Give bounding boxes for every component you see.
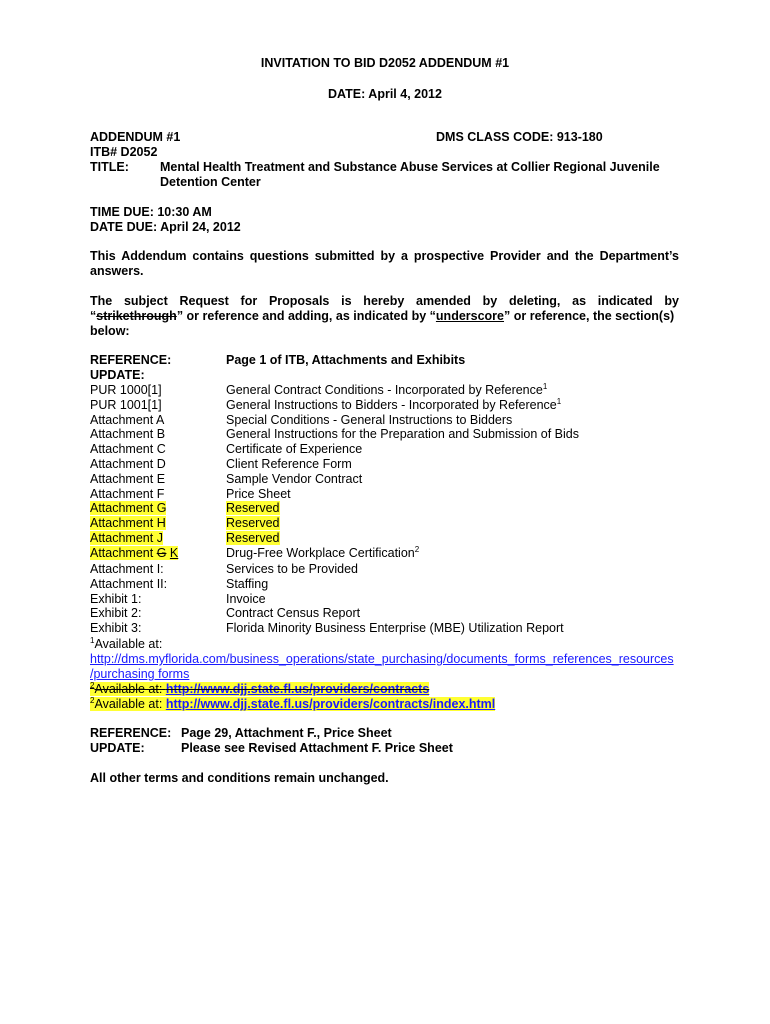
reference-value: Page 1 of ITB, Attachments and Exhibits [226,353,466,367]
underscore-sample: underscore [435,309,505,323]
footnote-2-old: $^2$Available at: http://www.djj.state.fl.us/providers/contracts [90,681,430,696]
attachment-label: Attachment C [90,442,166,456]
attachment-label: PUR 1000[1] [90,383,162,397]
footnote-1-url-line-1[interactable]: http://dms.myflorida.com/business_operations/state_purchasing/documents_forms_references_resources [90,652,674,666]
attachment-label: Attachment B [90,427,166,441]
attachment-desc: General Contract Conditions - Incorporated by Reference$^1$ [226,382,548,397]
exhibit-label: Exhibit 1: [90,592,142,606]
attachment-desc: General Instructions for the Preparation and Submission of Bids [226,427,579,441]
attachment-label: Attachment A [90,413,165,427]
exhibit-desc: Florida Minority Business Enterprise (MBE) Utilization Report [226,621,564,635]
reference-2-value: Page 29, Attachment F., Price Sheet [181,726,392,740]
exhibit-desc: Invoice [226,592,266,606]
update-2-value: Please see Revised Attachment F. Price Sheet [181,741,453,755]
footnote-1-url-line-2[interactable]: /purchasing forms [90,667,190,681]
update-label: UPDATE: [90,368,145,382]
attachment-desc: Reserved [226,516,280,530]
attachment-label: Attachment J [90,531,163,545]
addendum-number: ADDENDUM #1 [90,130,181,144]
attachment-desc: Certificate of Experience [226,442,363,456]
reference-2-label: REFERENCE: [90,726,172,740]
update-2-label: UPDATE: [90,741,145,755]
time-due: TIME DUE: 10:30 AM [90,205,212,219]
reference-label: REFERENCE: [90,353,172,367]
attachment-label: PUR 1001[1] [90,398,162,412]
exhibit-label: Attachment II: [90,577,168,591]
itb-number: ITB# D2052 [90,145,158,159]
exhibit-label: Exhibit 2: [90,606,142,620]
closing-statement: All other terms and conditions remain unchanged. [90,771,389,785]
date-due: DATE DUE: April 24, 2012 [90,220,241,234]
attachment-label: Attachment D [90,457,166,471]
attachment-label: Attachment E [90,472,166,486]
exhibit-desc: Services to be Provided [226,562,359,576]
attachment-k-label: Attachment G K [90,546,179,560]
exhibit-label: Attachment I: [90,562,164,576]
document-title: INVITATION TO BID D2052 ADDENDUM #1 [260,56,510,70]
document-date: DATE: April 4, 2012 [328,87,442,101]
attachment-desc: Sample Vendor Contract [226,472,363,486]
attachment-desc: General Instructions to Bidders - Incorporated by Reference$^1$ [226,397,562,412]
strikethrough-sample: strikethrough [96,309,177,323]
exhibit-desc: Staffing [226,577,269,591]
title-line-2: Detention Center [160,175,261,189]
footnote-2-new-link[interactable]: http://www.djj.state.fl.us/providers/contracts/index.html [165,697,496,711]
title-label: TITLE: [90,160,129,174]
dms-class-code: DMS CLASS CODE: 913-180 [436,130,603,144]
exhibit-desc: Contract Census Report [226,606,361,620]
attachment-desc: Reserved [226,531,280,545]
attachment-k-desc: Drug-Free Workplace Certification$^2$ [226,545,420,560]
attachment-desc: Special Conditions - General Instructions to Bidders [226,413,513,427]
exhibit-label: Exhibit 3: [90,621,142,635]
attachment-label: Attachment G [90,501,167,515]
footnote-2-old-link[interactable]: http://www.djj.state.fl.us/providers/contracts [165,682,430,696]
intro-paragraph-line-2: answers. [90,264,144,278]
attachment-desc: Client Reference Form [226,457,352,471]
title-line-1: Mental Health Treatment and Substance Abuse Services at Collier Regional Juvenile [160,160,660,174]
attachment-desc: Price Sheet [226,487,291,501]
amend-paragraph-line-3: below: [90,324,130,338]
footnote-1: $^1$Available at: [90,636,163,651]
footnote-2-new: $^2$Available at: http://www.djj.state.fl.us/providers/contracts/index.html [90,696,496,711]
amend-paragraph-line-2: “strikethrough” or reference and adding, as indicated by “underscore” or reference, the section(s) [90,309,675,323]
amend-paragraph-line-1: The subject Request for Proposals is hereby amended by deleting, as indicated by [90,294,679,308]
attachment-label: Attachment H [90,516,166,530]
attachment-desc: Reserved [226,501,280,515]
intro-paragraph-line-1: This Addendum contains questions submitted by a prospective Provider and the Department’s [90,249,679,263]
attachment-label: Attachment F [90,487,165,501]
